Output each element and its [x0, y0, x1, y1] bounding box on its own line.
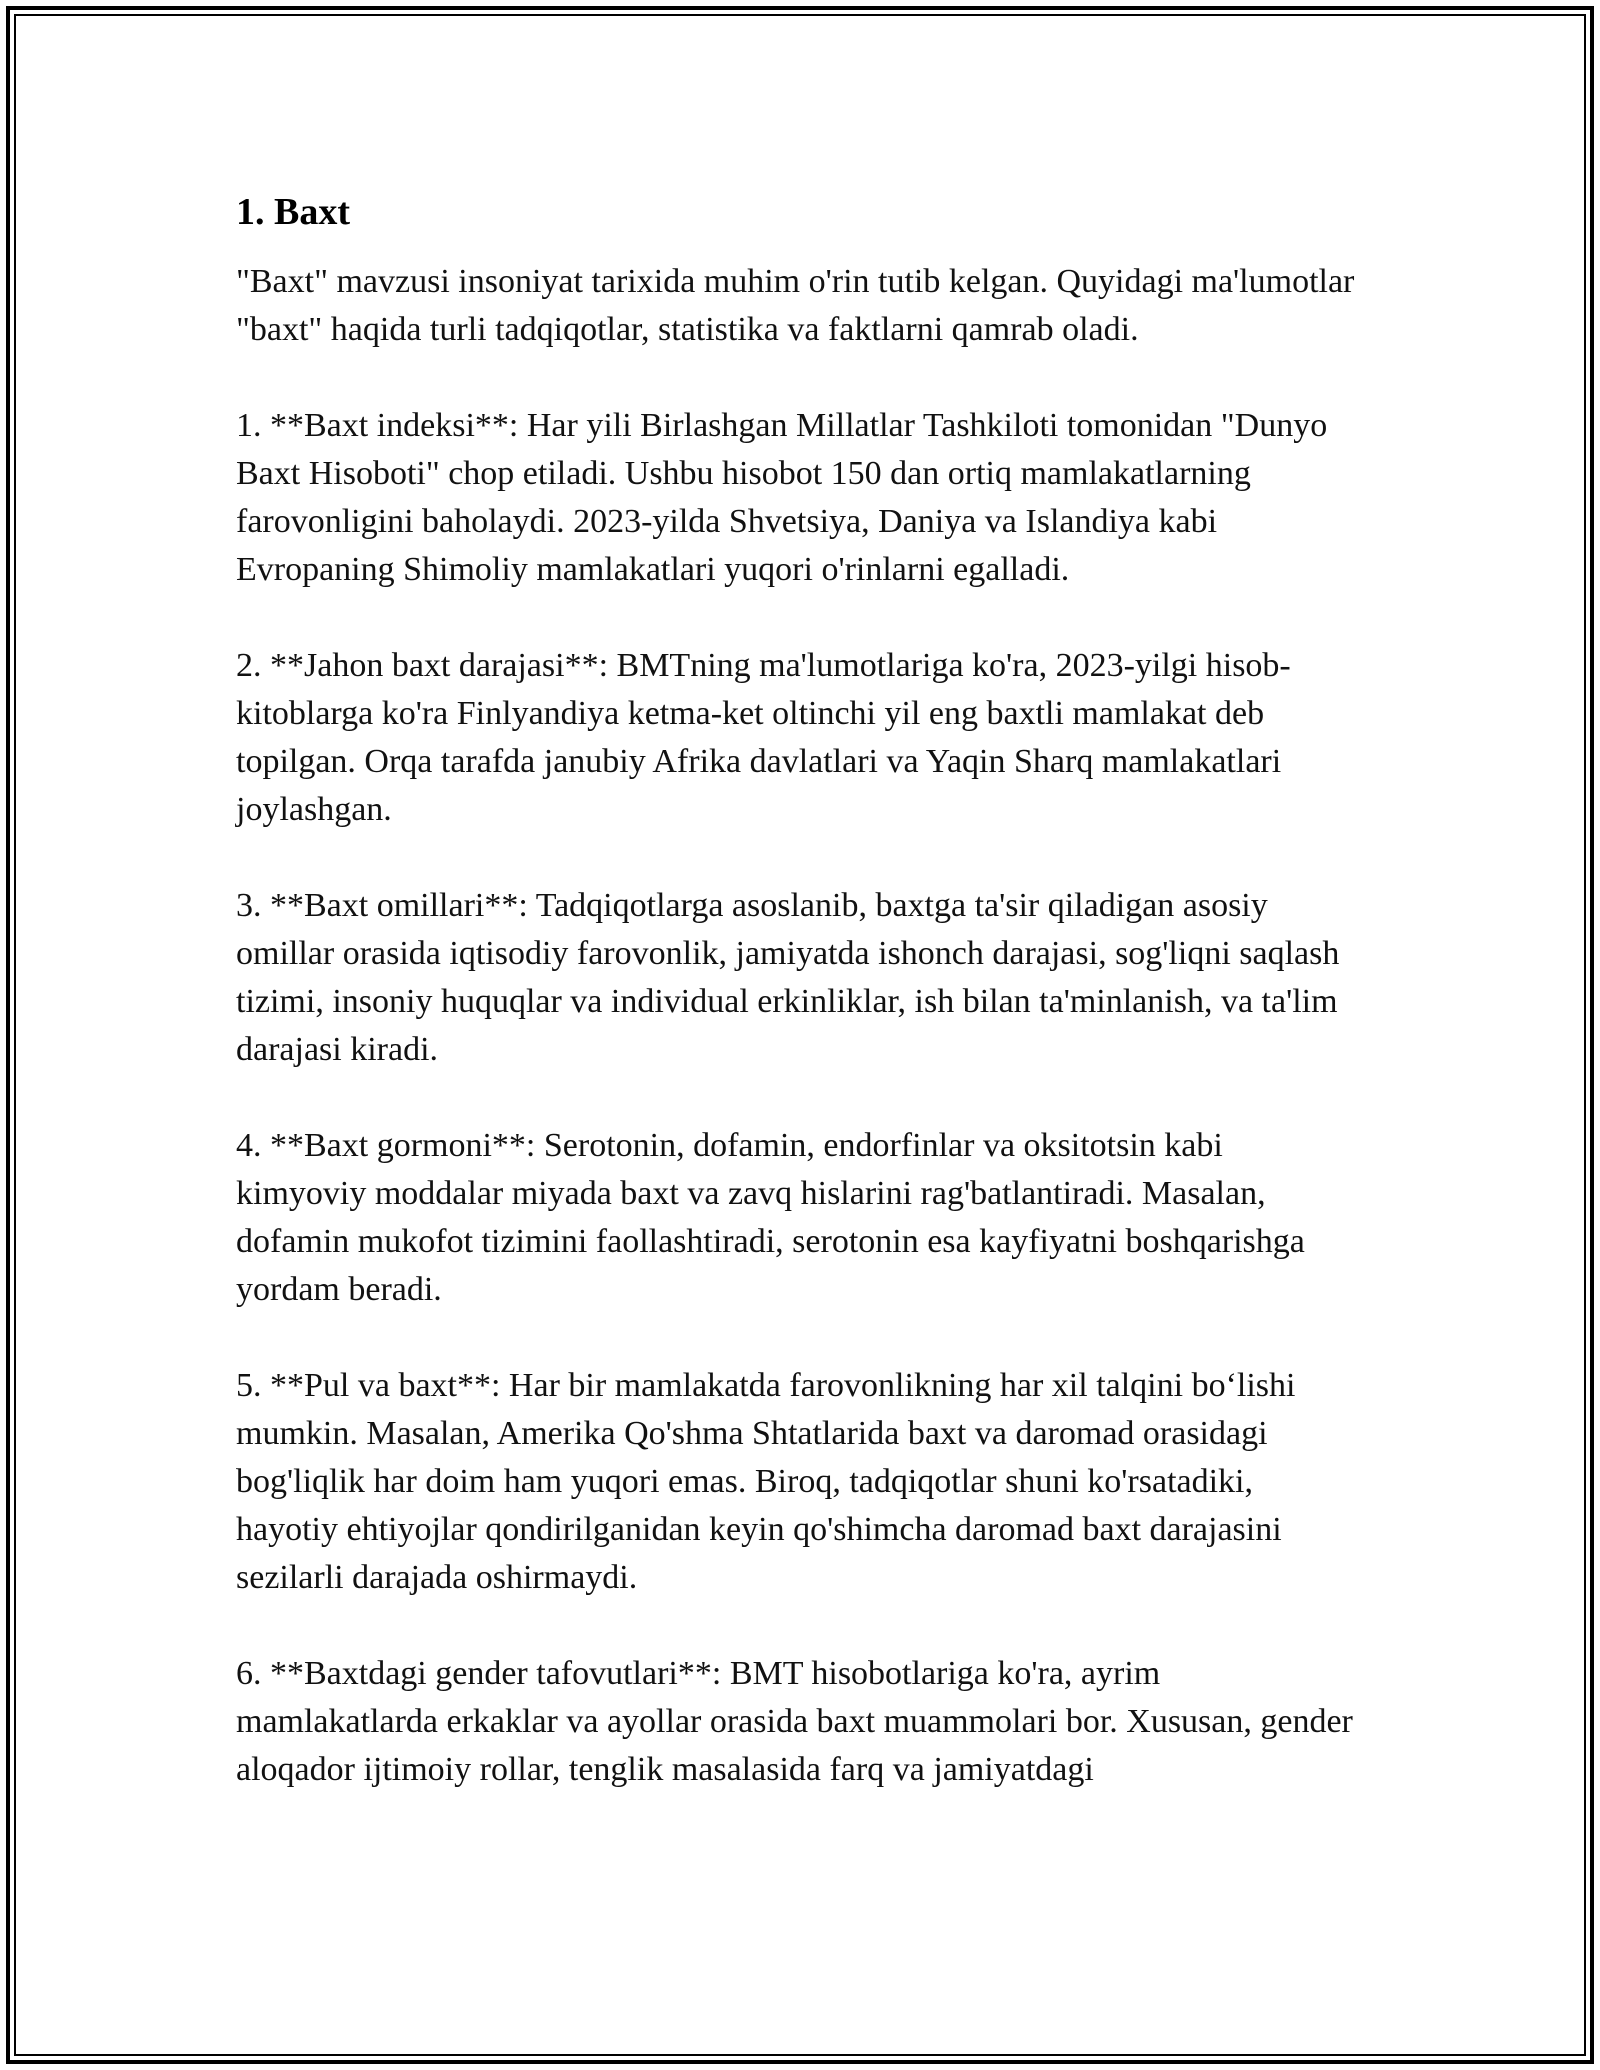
paragraph-baxt-indeksi: 1. **Baxt indeksi**: Har yili Birlashgan Millatlar Tashkiloti tomonidan "Dunyo Baxt Hisoboti" chop etiladi. Ushbu hisobot 150 dan ortiq mamlakatlarning farovonligini baholaydi. 2023-yilda Shvetsiya, Daniya va Islandiya kabi Evropaning Shimoliy mamlakatlari yuqori o'rinlarni egalladi. — [236, 407, 1328, 588]
paragraph-baxt-gormoni: 4. **Baxt gormoni**: Serotonin, dofamin, endorfinlar va oksitotsin kabi kimyoviy moddalar miyada baxt va zavq hislarini rag'batlantiradi. Masalan, dofamin mukofot tizimini faollashtiradi, serotonin esa kayfiyatni boshqarishga yordam beradi. — [236, 1127, 1305, 1308]
section-heading: 1. Baxt — [236, 191, 350, 233]
paragraph-pul-va-baxt: 5. **Pul va baxt**: Har bir mamlakatda farovonlikning har xil talqini bo‘lishi mumkin. Masalan, Amerika Qo'shma Shtatlarida baxt va daromad orasidagi bog'liqlik har doim ham yuqori emas. Biroq, tadqiqotlar shuni ko'rsatadiki, hayotiy ehtiyojlar qondirilganidan keyin qo'shimcha daromad baxt darajasini sezilarli darajada oshirmaydi. — [236, 1367, 1296, 1596]
paragraph-jahon-baxt-darajasi: 2. **Jahon baxt darajasi**: BMTning ma'lumotlariga ko'ra, 2023-yilgi hisob-kitoblarga ko'ra Finlyandiya ketma-ket oltinchi yil eng baxtli mamlakat deb topilgan. Orqa tarafda janubiy Afrika davlatlari va Yaqin Sharq mamlakatlari joylashgan. — [236, 647, 1291, 828]
intro-paragraph: "Baxt" mavzusi insoniyat tarixida muhim o'rin tutib kelgan. Quyidagi ma'lumotlar "baxt" haqida turli tadqiqotlar, statistika va faktlarni qamrab oladi. — [236, 263, 1355, 348]
paragraph-gender-tafovutlari: 6. **Baxtdagi gender tafovutlari**: BMT hisobotlariga ko'ra, ayrim mamlakatlarda erkaklar va ayollar orasida baxt muammolari bor. Xususan, gender aloqador ijtimoiy rollar, tenglik masalasida farq va jamiyatdagi — [236, 1655, 1353, 1788]
paragraph-baxt-omillari: 3. **Baxt omillari**: Tadqiqotlarga asoslanib, baxtga ta'sir qiladigan asosiy omillar orasida iqtisodiy farovonlik, jamiyatda ishonch darajasi, sog'liqni saqlash tizimi, insoniy huquqlar va individual erkinliklar, ish bilan ta'minlanish, va ta'lim darajasi kiradi. — [236, 887, 1340, 1068]
document-body — [236, 186, 1356, 1794]
